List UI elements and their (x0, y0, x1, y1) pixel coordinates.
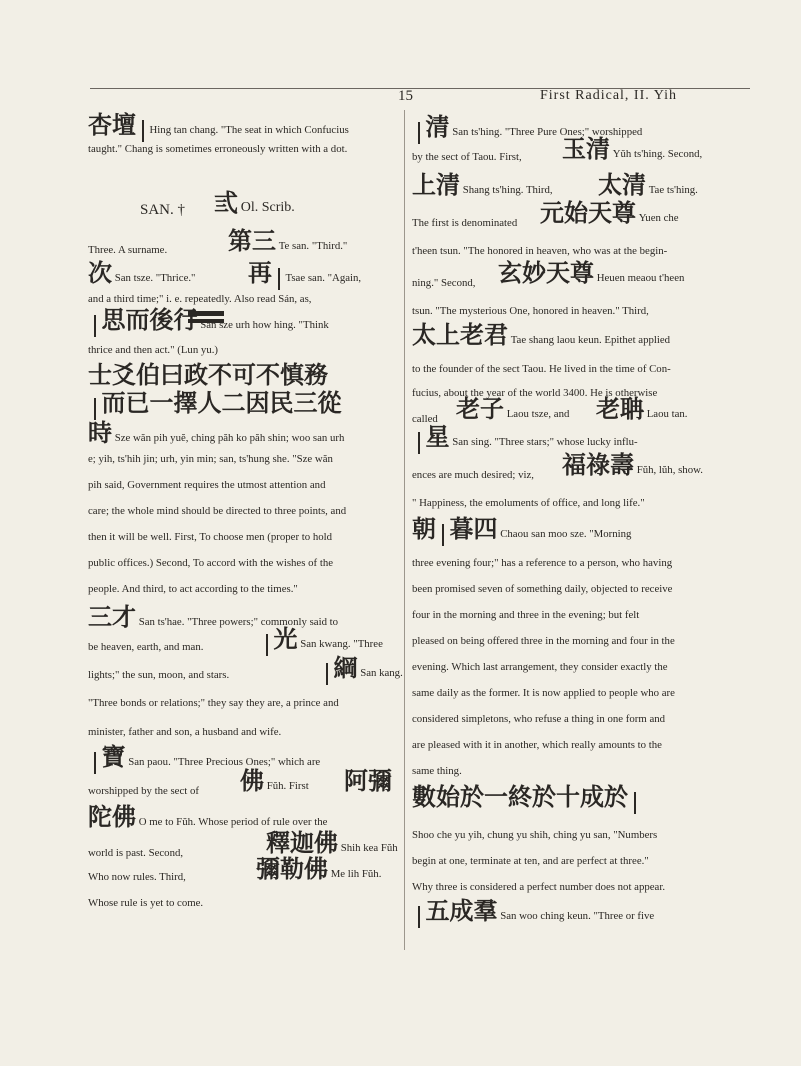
entry-text: Shih kea Fŭh (340, 842, 398, 854)
ditto-bar (634, 792, 636, 814)
cjk-hing-tan: 杏壇 (88, 111, 136, 139)
entry-text: considered simpletons, who refuse a thing in one form and (412, 713, 666, 725)
entry-text: Sán sze urh how hing. "Think (200, 319, 329, 331)
entry-text: Laou tsze, and (506, 408, 570, 420)
ditto-bar (94, 398, 96, 420)
entry-text: " Happiness, the emoluments of office, and long life." (412, 497, 645, 509)
entry-text: begin at one, terminate at ten, and are perfect at three." (412, 855, 649, 867)
entry-text: Yŭh ts'hing. Second, (612, 148, 703, 160)
entry-text: Me lih Fŭh. (330, 868, 382, 880)
entry-text: been promised seven of something daily, objected to receive (412, 583, 673, 595)
entry-text: Who now rules. Third, (88, 871, 186, 883)
entry-text: Fŭh, lŭh, show. (636, 464, 703, 476)
entry-text: Fŭh. First (266, 780, 309, 792)
cjk-to-fuh: 陀佛 (88, 803, 136, 831)
entry-text: same thing. (412, 765, 462, 777)
entry-text: called (412, 413, 438, 425)
ditto-bar (94, 315, 96, 337)
cjk-tae-shang-laou-keun: 太上老君 (412, 321, 508, 349)
ditto-bar (418, 906, 420, 928)
cjk-yuen-che: 元始天尊 (540, 199, 636, 227)
page-number: 15 (398, 88, 413, 104)
cjk-laou-tsze: 老子 (456, 395, 504, 423)
entry-text: tsun. "The mysterious One, honored in heaven." Third, (412, 305, 649, 317)
entry-text: Ol. Scrib. (240, 200, 295, 215)
ditto-bar (266, 634, 268, 656)
ditto-bar (418, 122, 420, 144)
entry-text: public offices.) Second, To accord with the wishes of the (88, 557, 334, 569)
entry-text: be heaven, earth, and man. (88, 641, 204, 653)
entry-text: San paou. "Three Precious Ones;" which are (128, 756, 321, 768)
cjk-quote-line-2: 而已一擇人二因民三從 (101, 389, 342, 417)
cjk-shang-tshing: 上清 (412, 171, 460, 199)
entry-text: Sze wăn pih yuĕ, ching păh ko păh shin; woo san urh (114, 432, 345, 444)
cjk-moo-sze: 暮四 (449, 515, 498, 543)
cjk-san-sing: 星 (425, 423, 450, 451)
cjk-san-tshae: 三才 (88, 603, 136, 631)
cjk-te-san: 第三 (228, 227, 276, 255)
entry-text: Te san. "Third." (278, 240, 348, 252)
entry-text: ences are much desired; viz, (412, 469, 535, 481)
cjk-me-lih-fuh: 彌勒佛 (256, 855, 328, 883)
entry-text: "Three bonds or relations;" they say they are, a prince and (88, 697, 339, 709)
entry-text: taught." Chang is sometimes erroneously written with a dot. (88, 143, 348, 155)
ditto-bar (418, 432, 420, 454)
cjk-laou-tan: 老聃 (596, 395, 644, 423)
entry-text: San woo ching keun. "Three or five (500, 910, 655, 922)
entry-text: Chaou san moo sze. "Morning (500, 528, 632, 540)
entry-text: ning." Second, (412, 277, 476, 289)
entry-text: Hing tan chang. "The seat in which Confucius (149, 124, 349, 136)
entry-text: pih said, Government requires the utmost attention and (88, 479, 326, 491)
cjk-fuh-luh-show: 福祿壽 (562, 451, 634, 479)
entry-text: are pleased with it in another, which really amounts to the (412, 739, 662, 751)
cjk-san-tsze: 次 (88, 259, 112, 287)
ditto-bar (142, 120, 144, 142)
entry-text: Tae shang laou keun. Epithet applied (510, 334, 671, 346)
cjk-tae-tshing: 太清 (598, 171, 646, 199)
cjk-yuh-tshing: 玉清 (562, 135, 610, 163)
cjk-shoo-che-yu-yih: 數始於一終於十成於 (412, 783, 628, 811)
entry-text: Shoo che yu yih, chung yu shih, ching yu san, "Numbers (412, 829, 658, 841)
cjk-san-kwang: 光 (273, 625, 298, 653)
ditto-bar (94, 752, 96, 774)
entry-text: same daily as the former. It is now applied to people who are (412, 687, 675, 699)
entry-text: three evening four;" has a reference to a person, who having (412, 557, 673, 569)
entry-text: e; yih, ts'hih jin; urh, yin min; san, ts'hung she. "Sze wăn (88, 453, 333, 465)
ditto-bar (326, 663, 328, 685)
entry-text: evening. Which last arrangement, they consider exactly the (412, 661, 668, 673)
running-title: First Radical, II. Yih (540, 88, 677, 103)
entry-text: San kang. (360, 667, 403, 679)
entry-text: Tae ts'hing. (648, 184, 698, 196)
entry-text: t'heen tsun. "The honored in heaven, who was at the begin- (412, 245, 668, 257)
entry-text: Three. A surname. (88, 244, 168, 256)
entry-text: fucius, about the year of the world 3400. He is otherwise (412, 387, 658, 399)
cjk-san-kang: 綱 (333, 654, 358, 682)
entry-text: Shang ts'hing. Third, (462, 184, 553, 196)
entry-text: San ts'hae. "Three powers;" commonly said to (138, 616, 339, 628)
entry-text: care; the whole mind should be directed to three points, and (88, 505, 347, 517)
entry-text: San sing. "Three stars;" whose lucky influ- (452, 436, 638, 448)
cjk-heuen-meaou: 玄妙天尊 (498, 259, 594, 287)
entry-text: Whose rule is yet to come. (88, 897, 204, 909)
cjk-quote-line-1: 士爻伯曰政不可不慎務 (88, 361, 328, 389)
ditto-bar (442, 524, 444, 546)
cjk-san-woo-ching-keun: 五成羣 (425, 897, 498, 925)
cjk-o-me: 阿彌 (344, 767, 392, 795)
entry-text: Laou tan. (646, 408, 688, 420)
entry-text: minister, father and son, a husband and wife. (88, 726, 282, 738)
entry-text: then it will be well. First, To choose men (proper to hold (88, 531, 333, 543)
cjk-san-tshing: 清 (425, 113, 450, 141)
entry-text: Why three is considered a perfect number does not appear. (412, 881, 666, 893)
entry-text: Heuen meaou t'heen (596, 272, 685, 284)
entry-text: thrice and then act." (Lun yu.) (88, 344, 219, 356)
entry-text: San tsze. "Thrice." (114, 272, 196, 284)
cjk-fuh: 佛 (240, 767, 264, 795)
cjk-tsae-san: 再 (248, 259, 272, 287)
entry-text: lights;" the sun, moon, and stars. (88, 669, 230, 681)
entry-text: world is past. Second, (88, 847, 184, 859)
cjk-think: 思而後行 (101, 306, 198, 334)
entry-text: worshipped by the sect of (88, 785, 199, 797)
headword-san: SAN. † (140, 202, 186, 218)
ditto-bar (278, 268, 280, 290)
cjk-chaou: 朝 (412, 515, 436, 543)
entry-text: pleased on being offered three in the morning and four in the (412, 635, 675, 647)
column-divider (404, 110, 405, 950)
entry-text: to the founder of the sect Taou. He lived in the time of Con- (412, 363, 671, 375)
cjk-quote-line-3: 時 (88, 419, 112, 447)
entry-text: O me to Fŭh. Whose period of rule over the (138, 816, 328, 828)
cjk-alt-form: 弎 (214, 189, 238, 217)
entry-text: and a third time;" i. e. repeatedly. Also read Sán, as, (88, 293, 312, 305)
entry-text: Tsae san. "Again, (285, 272, 362, 284)
entry-text: San ts'hing. "Three Pure Ones;" worshipped (452, 126, 643, 138)
entry-text: San kwang. "Three (300, 638, 383, 650)
entry-text: people. And third, to act according to the times." (88, 583, 298, 595)
entry-text: Yuen che (638, 212, 679, 224)
entry-text: The first is denominated (412, 217, 518, 229)
entry-text: four in the morning and three in the evening; but felt (412, 609, 640, 621)
cjk-shih-kea-fuh: 釋迦佛 (266, 829, 338, 857)
entry-text: by the sect of Taou. First, (412, 151, 522, 163)
cjk-san-paou: 寶 (101, 743, 126, 771)
